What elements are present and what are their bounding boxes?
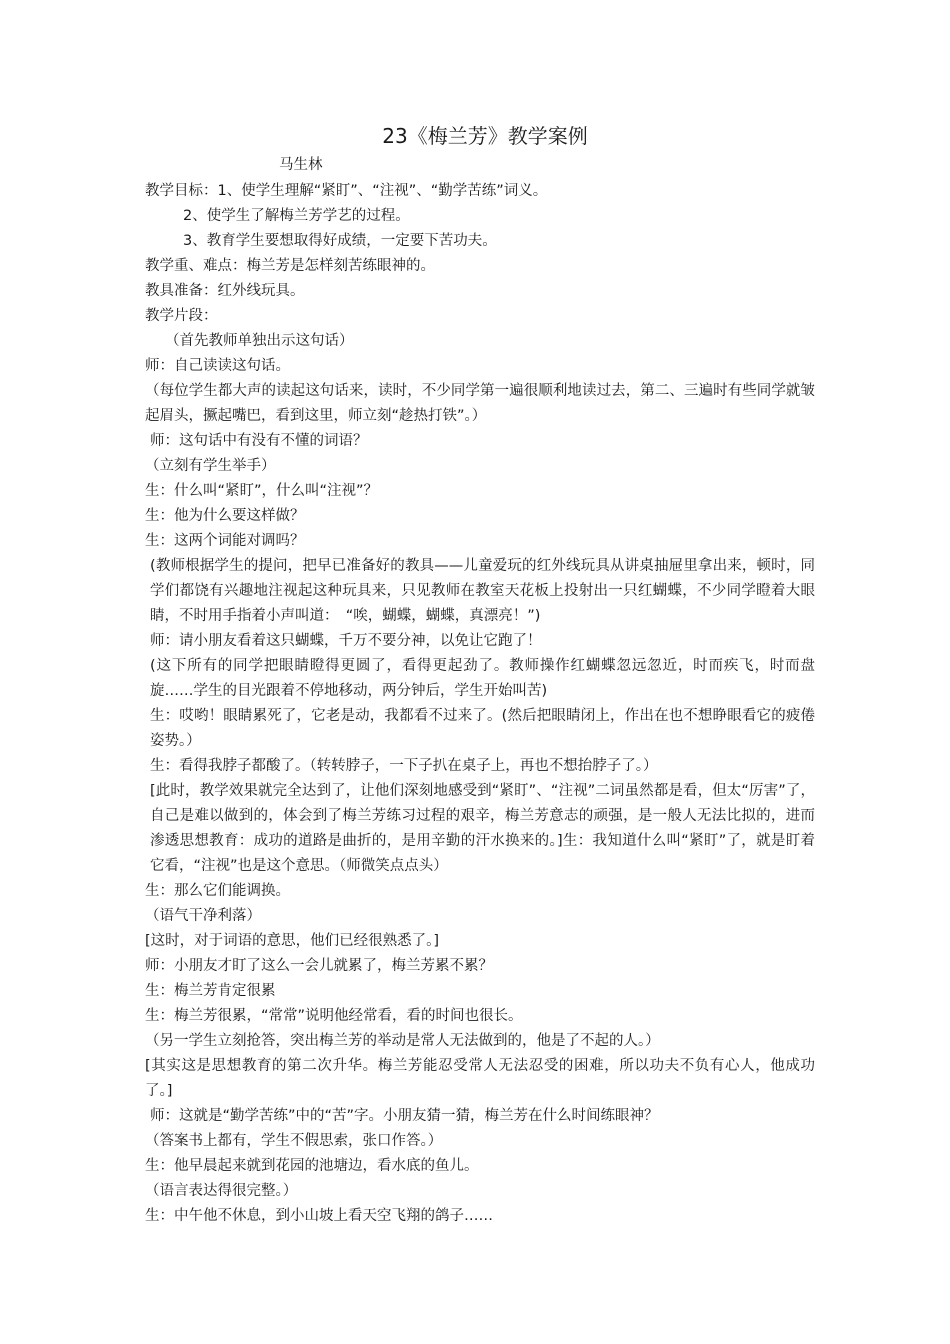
document-author: 马生林 xyxy=(279,157,323,173)
paragraph: [这时，对于词语的意思，他们已经很熟悉了。] xyxy=(145,933,440,949)
document-body xyxy=(145,179,815,1229)
paragraph: （语气干净利落） xyxy=(145,908,261,924)
document-title: 23《梅兰芳》教学案例 xyxy=(382,124,588,148)
paragraph: [此时，教学效果就完全达到了，让他们深刻地感受到“紧盯”、“注视”二词虽然都是看，但太“厉害”了，自己是难以做到的，体会到了梅兰芳练习过程的艰辛，梅兰芳意志的顽强，是一般人无法比拟的，进而渗透思想教育：成功的道路是曲折的，是用辛勤的汗水换来的。]生：我知道什么叫“紧盯”了，就是盯着它看，“注视”也是这个意思。（师微笑点点头） xyxy=(150,783,815,874)
paragraph: 生：梅兰芳肯定很累 xyxy=(145,983,276,999)
objective-3: 3、教育学生要想取得好成绩，一定要下苦功夫。 xyxy=(183,233,497,249)
paragraph: （每位学生都大声的读起这句话来，读时，不少同学第一遍很顺利地读过去，第二、三遍时有些同学就皱起眉头，撅起嘴巴，看到这里，师立刻“趁热打铁”。） xyxy=(145,383,815,424)
objective-1: 教学目标：1、使学生理解“紧盯”、“注视”、“勤学苦练”词义。 xyxy=(145,183,548,199)
paragraph: 生：这两个词能对调吗？ xyxy=(145,533,305,549)
paragraph: 生：梅兰芳很累，“常常”说明他经常看，看的时间也很长。 xyxy=(145,1008,523,1024)
paragraph: （语言表达得很完整。） xyxy=(145,1183,298,1199)
paragraph: 生：中午他不休息，到小山坡上看天空飞翔的鸽子…… xyxy=(145,1208,493,1224)
paragraph: 生：什么叫“紧盯”，什么叫“注视”？ xyxy=(145,483,379,499)
paragraph: 生：他早晨起来就到花园的池塘边，看水底的鱼儿。 xyxy=(145,1158,479,1174)
key-points: 教学重、难点：梅兰芳是怎样刻苦练眼神的。 xyxy=(145,258,435,274)
paragraph: [其实这是思想教育的第二次升华。梅兰芳能忍受常人无法忍受的困难，所以功夫不负有心人，他成功了。] xyxy=(145,1058,815,1099)
objective-2: 2、使学生了解梅兰芳学艺的过程。 xyxy=(183,208,410,224)
paragraph: 生：他为什么要这样做？ xyxy=(145,508,305,524)
paragraph: 师：这就是“勤学苦练”中的“苦”字。小朋友猜一猜，梅兰芳在什么时间练眼神？ xyxy=(150,1108,659,1124)
paragraph: 生：哎哟！眼睛累死了，它老是动，我都看不过来了。(然后把眼睛闭上，作出在也不想睁眼看它的疲倦姿势。） xyxy=(150,708,815,749)
paragraph: （首先教师单独出示这句话） xyxy=(165,333,354,349)
paragraph: 师：自己读读这句话。 xyxy=(145,358,290,374)
document-page xyxy=(145,118,815,1229)
teaching-aids: 教具准备：红外线玩具。 xyxy=(145,283,305,299)
paragraph: (教师根据学生的提问，把早已准备好的教具——儿童爱玩的红外线玩具从讲桌抽屉里拿出来，顿时，同学们都饶有兴趣地注视起这种玩具来，只见教师在教室天花板上投射出一只红蝴蝶，不少同学瞪着大眼睛，不时用手指着小声叫道： “唉，蝴蝶，蝴蝶，真漂亮！”) xyxy=(150,558,815,624)
paragraph: 生：看得我脖子都酸了。（转转脖子，一下子扒在桌子上，再也不想抬脖子了。） xyxy=(150,758,658,774)
paragraph: 生：那么它们能调换。 xyxy=(145,883,290,899)
paragraph: （立刻有学生举手） xyxy=(145,458,276,474)
paragraph: 师：请小朋友看着这只蝴蝶，千万不要分神，以免让它跑了！ xyxy=(150,633,542,649)
paragraph: （另一学生立刻抢答，突出梅兰芳的举动是常人无法做到的，他是了不起的人。） xyxy=(145,1033,660,1049)
paragraph: 师：这句话中有没有不懂的词语？ xyxy=(150,433,368,449)
teaching-segment-heading: 教学片段： xyxy=(145,308,218,324)
paragraph: 师：小朋友才盯了这么一会儿就累了，梅兰芳累不累？ xyxy=(145,958,493,974)
paragraph: (这下所有的同学把眼睛瞪得更圆了，看得更起劲了。教师操作红蝴蝶忽远忽近，时而疾飞，时而盘旋……学生的目光跟着不停地移动，两分钟后，学生开始叫苦) xyxy=(150,658,815,699)
paragraph: （答案书上都有，学生不假思索，张口作答。） xyxy=(145,1133,443,1149)
